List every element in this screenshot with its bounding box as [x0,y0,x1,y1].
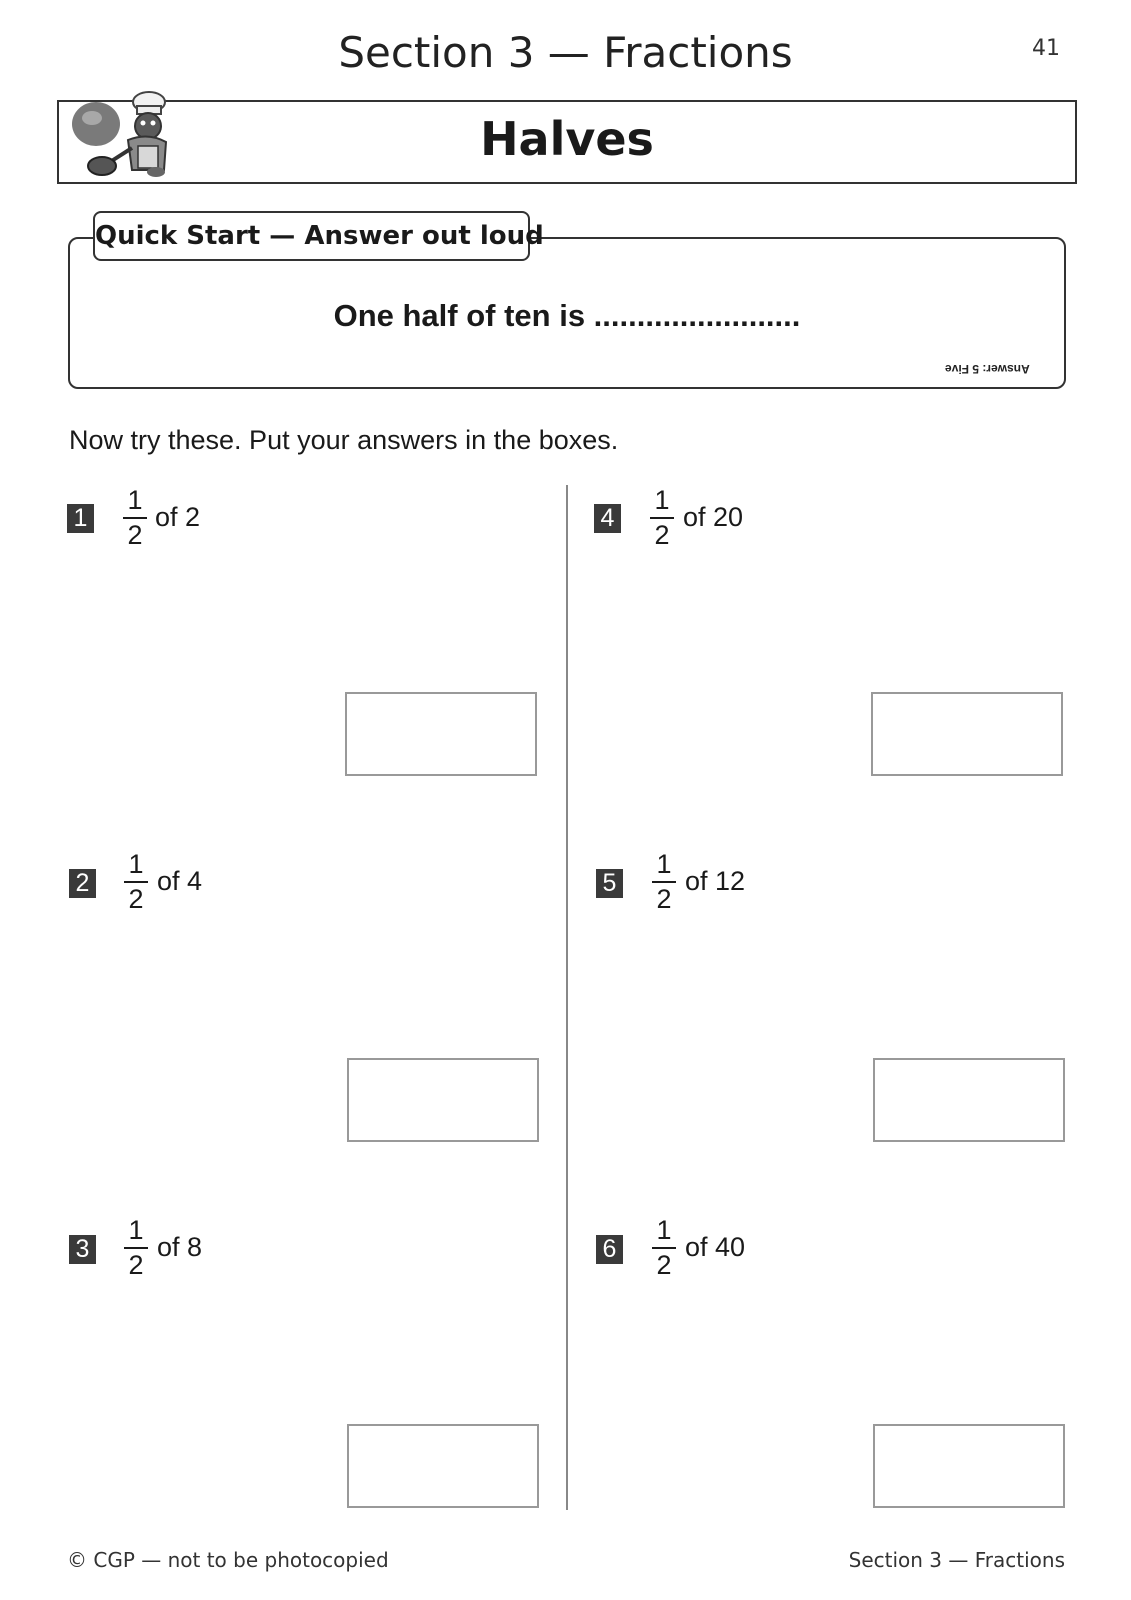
fraction-denominator: 2 [656,884,672,914]
quick-start-answer: Answer: 5 Five [945,362,1030,376]
footer-section: Section 3 — Fractions [848,1548,1065,1572]
column-divider [566,485,568,1510]
question-text: of 4 [157,866,203,896]
quick-start-question: One half of ten is ........................ [333,298,801,333]
fraction [124,851,148,913]
footer-copyright: © CGP — not to be photocopied [67,1548,389,1572]
answer-box[interactable] [873,1058,1065,1142]
fraction-bar [124,1247,148,1249]
fraction-numerator: 1 [656,849,672,879]
answer-box[interactable] [347,1424,539,1508]
fraction [124,1217,148,1279]
fraction-numerator: 1 [654,485,670,515]
page-title: Halves [480,112,654,166]
fraction-numerator: 1 [127,485,143,515]
fraction [652,851,676,913]
question-number-badge: 6 [596,1235,623,1264]
question-text: of 20 [683,502,744,532]
question-number-badge: 1 [67,504,94,533]
question-number-badge: 2 [69,869,96,898]
question-text: of 2 [155,502,201,532]
question-text: of 12 [685,866,746,896]
fraction [123,487,147,549]
question-text: of 8 [157,1232,203,1262]
quick-start-tab: Quick Start — Answer out loud [93,211,530,261]
answer-box[interactable] [871,692,1063,776]
fraction [650,487,674,549]
question-number-badge: 5 [596,869,623,898]
section-title: Section 3 — Fractions [338,28,793,77]
fraction-bar [124,881,148,883]
instructions: Now try these. Put your answers in the boxes. [69,425,619,455]
fraction-denominator: 2 [656,1250,672,1280]
fraction-numerator: 1 [128,1215,144,1245]
question-number-badge: 3 [69,1235,96,1264]
fraction-bar [652,881,676,883]
fraction [652,1217,676,1279]
answer-box[interactable] [345,692,537,776]
fraction-bar [652,1247,676,1249]
fraction-numerator: 1 [128,849,144,879]
question-text: of 40 [685,1232,746,1262]
fraction-bar [123,517,147,519]
fraction-numerator: 1 [656,1215,672,1245]
fraction-denominator: 2 [128,1250,144,1280]
fraction-denominator: 2 [654,520,670,550]
answer-box[interactable] [873,1424,1065,1508]
fraction-denominator: 2 [127,520,143,550]
answer-box[interactable] [347,1058,539,1142]
page-number: 41 [1032,36,1060,61]
fraction-bar [650,517,674,519]
fraction-denominator: 2 [128,884,144,914]
question-number-badge: 4 [594,504,621,533]
